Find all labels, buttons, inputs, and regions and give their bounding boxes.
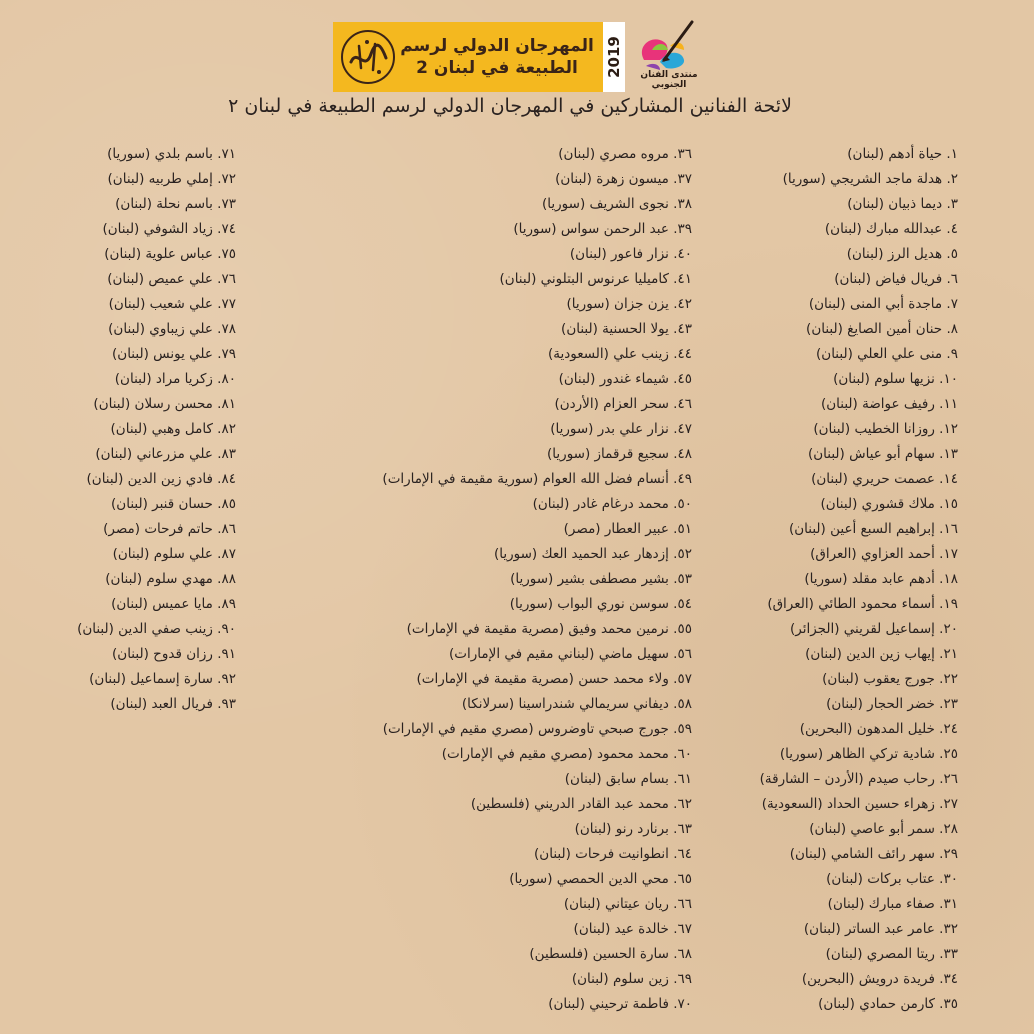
artist-entry: ٩. منى علي العلي (لبنان) [816, 346, 958, 362]
banner-line-1: المهرجان الدولي لرسم [400, 36, 594, 56]
artist-entry: ٥٦. سهيل ماضي (لبناني مقيم في الإمارات) [449, 646, 692, 662]
page-title: لائحة الفنانين المشاركين في المهرجان الدولي لرسم الطبيعة في لبنان ٢ [228, 95, 792, 117]
artist-entry: ٣٠. عتاب بركات (لبنان) [826, 871, 958, 887]
artist-entry: ٥٤. سوسن نوري البواب (سوريا) [509, 596, 692, 612]
artist-entry: ٨٨. مهدي سلوم (لبنان) [105, 571, 236, 587]
artist-entry: ٥٩. جورج صبحي تاوضروس (مصري مقيم في الإمارات) [382, 721, 692, 737]
artist-entry: ٥٧. ولاء محمد حسن (مصرية مقيمة في الإمارات) [416, 671, 692, 687]
year-label: 2019 [605, 36, 623, 78]
forum-name: منتدى الفنان الجنوبي [640, 70, 698, 90]
banner-line-2: الطبيعة في لبنان 2 [416, 58, 578, 78]
artist-entry: ٨٤. فادي زين الدين (لبنان) [86, 471, 236, 487]
artist-entry: ٣١. صفاء مبارك (لبنان) [827, 896, 958, 912]
artist-entry: ١. حياة أدهم (لبنان) [847, 146, 958, 162]
artist-entry: ٤٧. نزار علي بدر (سوريا) [550, 421, 692, 437]
artist-entry: ٨١. محسن رسلان (لبنان) [93, 396, 236, 412]
artist-entry: ٣٧. ميسون زهرة (لبنان) [555, 171, 692, 187]
banner-panel [333, 22, 603, 92]
artist-entry: ٥٣. بشير مصطفى بشير (سوريا) [510, 571, 692, 587]
artist-entry: ٦٧. خالدة عيد (لبنان) [573, 921, 692, 937]
artist-entry: ٧٥. عباس علوية (لبنان) [104, 246, 236, 262]
artist-entry: ٦٠. محمد محمود (مصري مقيم في الإمارات) [441, 746, 692, 762]
artist-entry: ١٦. إبراهيم السبع أعين (لبنان) [788, 521, 958, 537]
artist-entry: ٢. هدلة ماجد الشريجي (سوريا) [782, 171, 958, 187]
festival-banner [333, 22, 625, 92]
artist-entry: ٨٢. كامل وهبي (لبنان) [110, 421, 236, 437]
artist-entry: ٨٥. حسان قنبر (لبنان) [111, 496, 236, 512]
artist-entry: ٤. عبدالله مبارك (لبنان) [824, 221, 958, 237]
calligraphy-seal-icon [339, 28, 397, 86]
artist-entry: ٥١. عبير العطار (مصر) [563, 521, 692, 537]
artist-entry: ٥٠. محمد درغام غادر (لبنان) [532, 496, 692, 512]
artist-entry: ٧٧. علي شعيب (لبنان) [108, 296, 236, 312]
artist-entry: ٥٥. نرمين محمد وفيق (مصرية مقيمة في الإمارات) [406, 621, 692, 637]
artist-entry: ١٣. سهام أبو عياش (لبنان) [807, 446, 958, 462]
artist-entry: ٧٨. علي زيباوي (لبنان) [108, 321, 236, 337]
artist-entry: ٥. هديل الرز (لبنان) [846, 246, 958, 262]
artist-entry: ٦٥. محي الدين الحمصي (سوريا) [509, 871, 692, 887]
artist-entry: ٨٩. مايا عميس (لبنان) [111, 596, 236, 612]
artist-entry: ٧٩. علي يونس (لبنان) [112, 346, 236, 362]
artist-entry: ٨٦. حاتم فرحات (مصر) [103, 521, 236, 537]
artist-entry: ٧١. باسم بلدي (سوريا) [107, 146, 236, 162]
artist-entry: ٩٢. سارة إسماعيل (لبنان) [89, 671, 236, 687]
artist-entry: ١٨. أدهم عابد مقلد (سوريا) [804, 571, 958, 587]
artist-entry: ٣٣. ريتا المصري (لبنان) [825, 946, 958, 962]
artist-entry: ٤٩. أنسام فضل الله العوام (سورية مقيمة في الإمارات) [382, 471, 692, 487]
artist-entry: ٦٩. زين سلوم (لبنان) [571, 971, 692, 987]
artist-entry: ٤١. كاميليا عرنوس البتلوني (لبنان) [499, 271, 692, 287]
artist-entry: ٢٤. خليل المدهون (البحرين) [799, 721, 958, 737]
artist-entry: ٢٩. سهر رائف الشامي (لبنان) [789, 846, 958, 862]
artist-entry: ١٧. أحمد العزاوي (العراق) [810, 546, 958, 562]
artist-entry: ٦. فريال فياض (لبنان) [834, 271, 958, 287]
artist-entry: ٩٣. فريال العبد (لبنان) [110, 696, 236, 712]
artist-entry: ٧٣. باسم نحلة (لبنان) [115, 196, 236, 212]
artist-entry: ٦٨. سارة الحسين (فلسطين) [529, 946, 692, 962]
artist-entry: ٢٦. رحاب صيدم (الأردن – الشارقة) [759, 771, 958, 787]
artist-entry: ٧٤. زياد الشوفي (لبنان) [102, 221, 236, 237]
artists-column-1 [678, 142, 958, 1017]
artist-entry: ٣٦. مروه مصري (لبنان) [558, 146, 692, 162]
artist-entry: ٤٥. شيماء غندور (لبنان) [558, 371, 692, 387]
artist-entry: ١١. رفيف عواضة (لبنان) [820, 396, 958, 412]
artist-entry: ٢٢. جورج يعقوب (لبنان) [822, 671, 958, 687]
artist-entry: ٣٨. نجوى الشريف (سوريا) [542, 196, 692, 212]
year-strip [603, 22, 625, 92]
artist-entry: ٤٢. يزن جزان (سوريا) [566, 296, 692, 312]
artist-entry: ١٠. نزيها سلوم (لبنان) [833, 371, 958, 387]
artist-entry: ١٢. روزانا الخطيب (لبنان) [813, 421, 958, 437]
artist-entry: ٣٥. كارمن حمادي (لبنان) [818, 996, 958, 1012]
artist-entry: ١٥. ملاك قشوري (لبنان) [820, 496, 958, 512]
artists-column-2 [332, 142, 692, 1017]
artist-entry: ٤٣. يولا الحسنية (لبنان) [561, 321, 692, 337]
artist-entry: ٨٧. علي سلوم (لبنان) [112, 546, 236, 562]
artist-entry: ٦٣. برنارد رنو (لبنان) [574, 821, 692, 837]
artist-entry: ٦١. بسام سابق (لبنان) [564, 771, 692, 787]
artist-entry: ١٤. عصمت حريري (لبنان) [811, 471, 958, 487]
artist-entry: ٨. حنان أمين الصايغ (لبنان) [806, 321, 958, 337]
artist-entry: ٢١. إيهاب زين الدين (لبنان) [805, 646, 958, 662]
artist-entry: ٤٤. زينب علي (السعودية) [548, 346, 692, 362]
artist-entry: ٨٣. علي مزرعاني (لبنان) [95, 446, 236, 462]
artist-entry: ٧٠. فاطمة ترحيني (لبنان) [548, 996, 692, 1012]
artist-entry: ٧٦. علي عميص (لبنان) [107, 271, 236, 287]
artist-entry: ٢٠. إسماعيل لقريني (الجزائر) [789, 621, 958, 637]
artist-entry: ٥٢. إزدهار عبد الحميد العك (سوريا) [493, 546, 692, 562]
artist-entry: ٦٢. محمد عبد القادر الدريني (فلسطين) [470, 796, 692, 812]
artists-column-3 [36, 142, 236, 717]
artist-entry: ٤٠. نزار فاعور (لبنان) [569, 246, 692, 262]
artist-entry: ٧. ماجدة أبي المنى (لبنان) [808, 296, 958, 312]
banner-text [397, 35, 603, 79]
artist-entry: ٢٧. زهراء حسين الحداد (السعودية) [761, 796, 958, 812]
artist-entry: ٦٤. انطوانيت فرحات (لبنان) [534, 846, 692, 862]
artist-entry: ٣٩. عبد الرحمن سواس (سوريا) [513, 221, 692, 237]
artist-entry: ٤٨. سجيع قرقماز (سوريا) [547, 446, 692, 462]
artist-entry: ٦٦. ريان عيتاني (لبنان) [563, 896, 692, 912]
artist-entry: ٣. ديما ذبيان (لبنان) [847, 196, 958, 212]
artist-entry: ٣٤. فريدة درويش (البحرين) [801, 971, 958, 987]
artist-entry: ٣٢. عامر عبد الساتر (لبنان) [803, 921, 958, 937]
artist-entry: ٤٦. سحر العزام (الأردن) [554, 396, 692, 412]
artist-entry: ٥٨. ديفاني سريمالي شندراسينا (سرلانكا) [461, 696, 692, 712]
artist-entry: ٢٥. شادية تركي الظاهر (سوريا) [779, 746, 958, 762]
artist-entry: ٧٢. إملي طربيه (لبنان) [107, 171, 236, 187]
artist-entry: ٩٠. زينب صفي الدين (لبنان) [77, 621, 236, 637]
artist-entry: ٢٣. خضر الحجار (لبنان) [826, 696, 958, 712]
artist-entry: ٩١. رزان قدوح (لبنان) [112, 646, 236, 662]
artist-entry: ١٩. أسماء محمود الطائي (العراق) [767, 596, 958, 612]
artist-entry: ٢٨. سمر أبو عاصي (لبنان) [809, 821, 958, 837]
artist-entry: ٨٠. زكريا مراد (لبنان) [114, 371, 236, 387]
